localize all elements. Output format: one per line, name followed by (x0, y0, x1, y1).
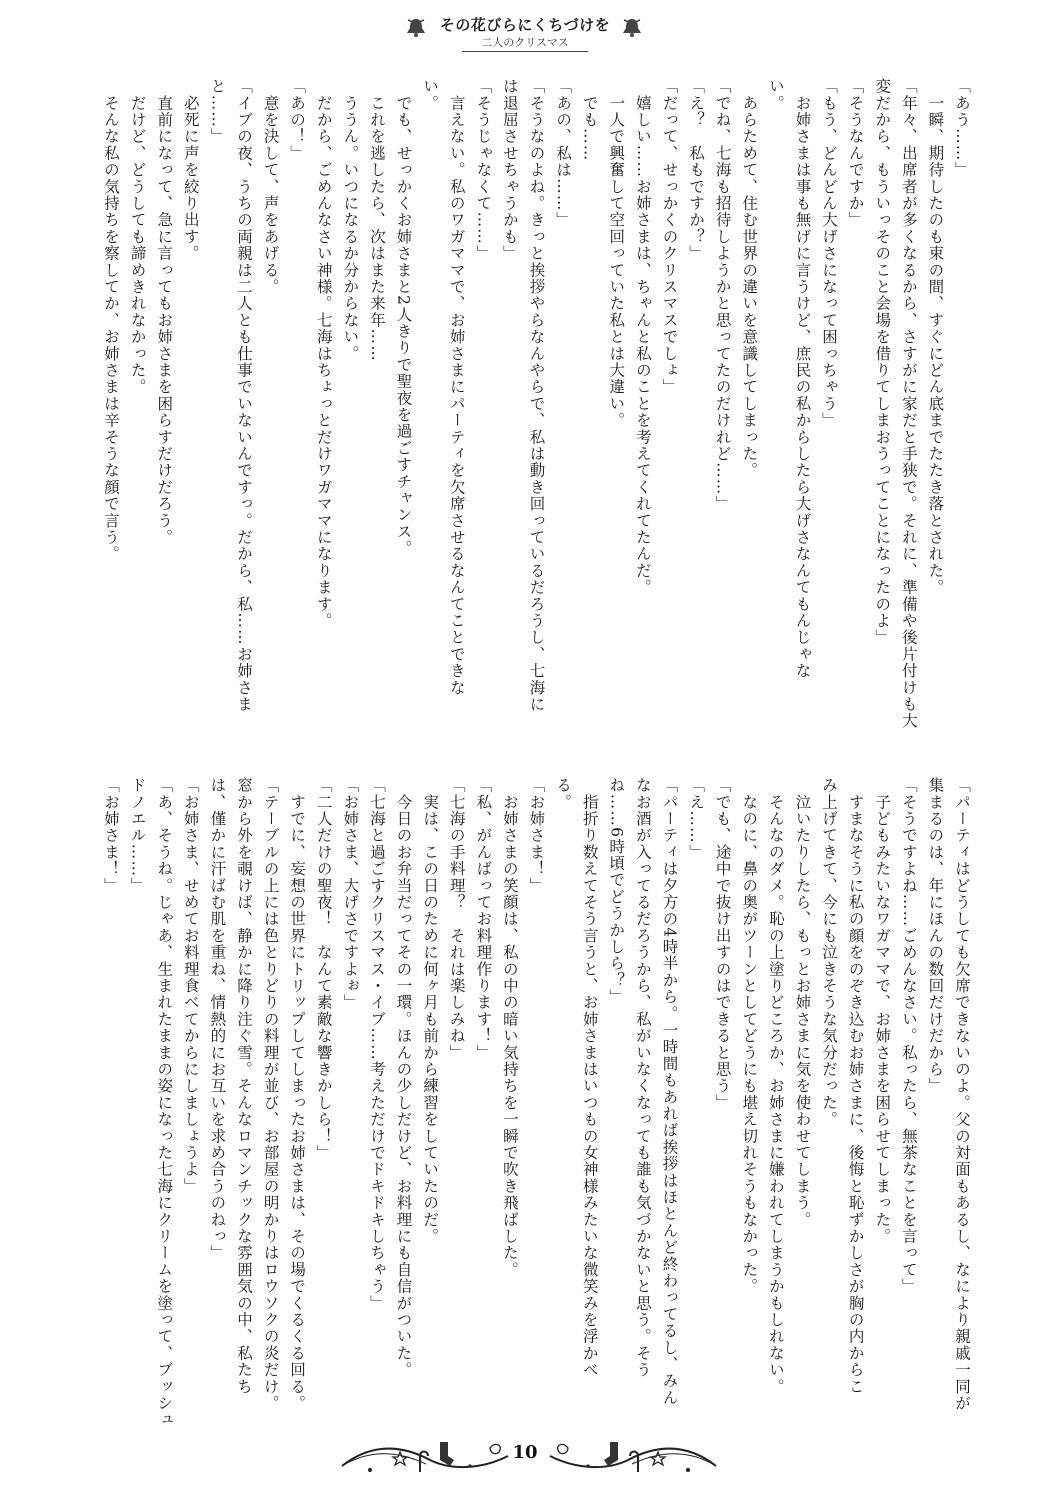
text-line: ね……6時頃でどうかしら？」 (607, 777, 626, 1006)
text-line: 泣いたりしたら、もっとお姉さまに気を使わせてしまう。 (793, 777, 812, 1228)
bell-icon (620, 16, 644, 38)
text-line: すまなそうに私の顔をのぞき込むお姉さまに、後悔と恥ずかしさが胸の内からこ (846, 777, 865, 1395)
text-line: でも、せっかくお姉さまと2人きりで聖夜を過ごすチャンス。 (394, 78, 413, 557)
text-line: 「あの！」 (288, 78, 307, 162)
text-line: なお酒が入ってるだろうから、私がいなくなっても誰も気づかないと思う。そう (633, 777, 652, 1379)
text-line: 変だから、もういっそのこと会場を借りてしまおうってことになったのよ」 (873, 78, 892, 646)
text-line: 「イブの夜、うちの両親は二人とも仕事でいないんですっ。だから、私……お姉さま (234, 78, 253, 713)
stocking-icon (440, 1442, 454, 1466)
text-line: 集まるのは、年にほんの数回だけだから」 (926, 777, 945, 1095)
text-line: あらためて、住む世界の違いを意識してしまった。 (740, 78, 759, 479)
text-line: 「そうですよね……ごめんなさい。私ったら、無茶なことを言って」 (899, 777, 918, 1295)
ribbon-ornament-icon (548, 1436, 718, 1480)
text-line: 「パーティは夕方の4時半から。一時間もあれば挨拶はほとんど終わってるし、みん (660, 777, 679, 1406)
text-line: 「七海と過ごすクリスマス・イブ……考えただけでドキドキしちゃう」 (367, 777, 386, 1312)
text-line: 嬉しい……お姉さまは、ちゃんと私のことを考えてくれてたんだ。 (633, 78, 652, 596)
text-line: 一瞬、期待したのも束の間、すぐにどん底までたたき落とされた。 (926, 78, 945, 596)
text-line: そんな私の気持ちを察してか、お姉さまは辛そうな顔で言う。 (102, 78, 120, 563)
text-line: だから、ごめんなさい神様。七海はちょっとだけワガママになります。 (314, 78, 333, 630)
text-line: 「でも、途中で抜け出すのはできると思う」 (713, 777, 732, 1111)
bell-icon (404, 16, 428, 38)
text-line: 「そうなんですか」 (846, 78, 865, 229)
text-line: 必死に声を絞り出す。 (181, 78, 200, 262)
text-line: お姉さまは事も無げに言うけど、庶民の私からしたら大げさなんてもんじゃな (793, 78, 812, 680)
text-line: 一人で興奮して空回っていた私とは大違い。 (607, 78, 626, 429)
text-line: だけど、どうしても諦めきれなかった。 (128, 78, 147, 396)
text-line: 「え？ 私もですか？」 (687, 78, 706, 262)
page-header (0, 6, 1050, 50)
text-line: 言えない。私のワガママで、お姉さまにパーティを欠席させるなんてことできな (447, 78, 466, 696)
text-line: 「あう……」 (953, 78, 971, 179)
text-line: と……」 (208, 78, 227, 145)
text-line: 「あの、私は……」 (554, 78, 573, 229)
text-line: 実は、この日のために何ヶ月も前から練習をしていたのだ。 (421, 777, 440, 1245)
text-line: る。 (554, 777, 573, 811)
page-number: 10 (512, 1442, 538, 1463)
stocking-icon (604, 1442, 618, 1466)
text-line: お姉さまの笑顔は、私の中の暗い気持ちを一瞬で吹き飛ばした。 (500, 777, 519, 1278)
chapter-subtitle: 二人のクリスマス (462, 34, 588, 52)
text-line: 「そうじゃなくて……」 (474, 78, 493, 262)
text-line: 今日のお弁当だってその一環。ほんの少しだけど、お料理にも自信がついた。 (394, 777, 413, 1379)
text-line: 「お姉さま！」 (102, 777, 120, 894)
text-line: ドノエル……」 (128, 777, 147, 894)
text-line: これを逃したら、次はまた来年…… (367, 78, 386, 362)
text-line: 直前になって、急に言ってもお姉さまを困らすだけだろう。 (155, 78, 174, 546)
text-line: でも…… (580, 78, 599, 162)
text-line: 「二人だけの聖夜！ なんて素敵な響きかしら！」 (314, 777, 333, 1162)
lower-text-block (80, 777, 975, 1437)
text-line: い。 (766, 78, 785, 112)
text-line: 「そうなのよね。きっと挨拶やらなんやらで、私は動き回っているだろうし、七海に (527, 78, 546, 713)
text-line: 「だって、せっかくのクリスマスでしょ」 (660, 78, 679, 396)
text-line: 「七海の手料理？ それは楽しみね」 (447, 777, 466, 1061)
text-line: み上げてきて、今にも泣きそうな気分だった。 (820, 777, 839, 1128)
text-line: 窓から外を覗けば、静かに降り注ぐ雪。そんなロマンチックな雰囲気の中、私たち (234, 777, 253, 1395)
upper-text-block (80, 78, 975, 738)
text-line: 「お姉さま、大げさですよぉ」 (341, 777, 360, 1011)
text-line: ううん。いつになるか分からない。 (341, 78, 360, 362)
text-line: 「私、がんばってお料理作ります！」 (474, 777, 493, 1061)
text-line: すでに、妄想の世界にトリップしてしまったお姉さまは、その場でくるくる回る。 (288, 777, 307, 1412)
text-line: 「パーティはどうしても欠席できないのよ。父の対面もあるし、なにより親戚一同が (953, 777, 971, 1412)
text-line: 「え……」 (687, 777, 706, 861)
text-line: なのに、鼻の奥がツーンとしてどうにも堪え切れそうもなかった。 (740, 777, 759, 1295)
text-line: は、僅かに汗ばむ肌を重ね、情熱的にお互いを求め合うのねっ」 (208, 777, 227, 1262)
text-line: 「お姉さま！」 (527, 777, 546, 894)
star-icon (393, 1452, 407, 1465)
text-line: 「あ、そうね。じゃあ、生まれたままの姿になった七海にクリームを塗って、ブッシュ (155, 777, 174, 1429)
text-line: 「テーブルの上には色とりどりの料理が並び、お部屋の明かりはロウソクの炎だけ。 (261, 777, 280, 1412)
text-line: 指折り数えてそう言うと、お姉さまはいつもの女神様みたいな微笑みを浮かべ (580, 777, 599, 1379)
text-line: い。 (421, 78, 440, 112)
text-line: 「でね、七海も招待しようかと思ってたのだけれど……」 (713, 78, 732, 513)
text-line: 「もう、どんどん大げさになって困っちゃう」 (820, 78, 839, 429)
star-icon (651, 1452, 665, 1465)
text-line: 意を決して、声をあげる。 (261, 78, 280, 296)
text-line: 「お姉さま、せめてお料理食べてからにしましょうよ」 (181, 777, 200, 1195)
text-line: 「年々、出席者が多くなるから、さすがに家だと手狭で。それに、準備や後片付けも大 (899, 78, 918, 730)
ribbon-ornament-icon (340, 1436, 510, 1480)
text-line: 子どもみたいなワガママで、お姉さまを困らせてしまった。 (873, 777, 892, 1245)
text-line: は退屈させちゃうかも」 (500, 78, 519, 262)
text-line: そんなのダメ。恥の上塗りどころか、お姉さまに嫌われてしまうかもしれない。 (766, 777, 785, 1395)
book-title: その花びらにくちづけを (439, 16, 611, 34)
